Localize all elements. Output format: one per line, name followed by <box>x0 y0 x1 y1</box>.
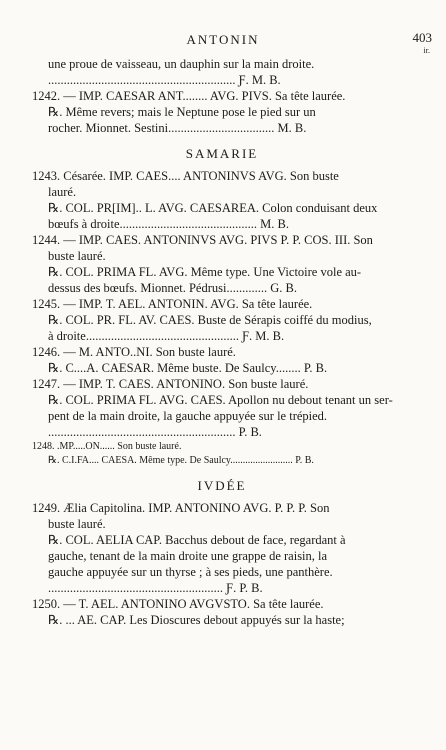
text-line: ℞. COL. PR[IM].. L. AVG. CAESAREA. Colon conduisant deux <box>48 201 378 215</box>
entry-line: 1247. — IMP. T. CAES. ANTONINO. Son buste lauré. <box>32 377 309 391</box>
text-line: ℞. COL. PRIMA FL. AVG. CAES. Apollon nu debout tenant un ser- <box>48 393 393 407</box>
text-line: ℞. COL. PRIMA FL. AVG. Même type. Une Victoire vole au- <box>48 265 362 279</box>
page-sub-mark: ir. <box>423 46 430 55</box>
entry-line: 1250. — T. AEL. ANTONINO AVGVSTO. Sa tête laurée. <box>32 597 324 611</box>
text-line: rocher. Mionnet. Sestini.................................. M. B. <box>48 121 307 135</box>
text-line: bœufs à droite............................................ M. B. <box>48 217 289 231</box>
text-line: dessus des bœufs. Mionnet. Pédrusi............. G. B. <box>48 281 297 295</box>
text-line: ............................................................ P. B. <box>48 425 262 439</box>
text-line: buste lauré. <box>48 249 106 263</box>
entry-line: 1248. .MP.....ON...... Son buste lauré. <box>32 441 182 452</box>
page-number: 403 <box>412 30 432 45</box>
entry-line: 1249. Ælia Capitolina. IMP. ANTONINO AVG. P. P. P. Son <box>32 501 330 515</box>
entry-line: 1243. Césarée. IMP. CAES.... ANTONINVS AVG. Son buste <box>32 169 339 183</box>
text-line: ℞. C.I.FA.... CAESA. Même type. De Saulcy......................... P. B. <box>48 455 314 466</box>
entry-line: 1244. — IMP. CAES. ANTONINVS AVG. PIVS P. P. COS. III. Son <box>32 233 373 247</box>
text-line: ℞. Même revers; mais le Neptune pose le pied sur un <box>48 105 316 119</box>
text-line: ........................................................ Ƒ. P. B. <box>48 581 263 595</box>
page-header <box>0 30 446 55</box>
running-title: ANTONIN <box>186 32 260 47</box>
text-line: ℞. COL. AELIA CAP. Bacchus debout de face, regardant à <box>48 533 346 547</box>
section-title-samarie: SAMARIE <box>185 146 259 161</box>
text-line: ℞. ... AE. CAP. Les Dioscures debout appuyés sur la haste; <box>48 613 345 627</box>
entry-line: 1245. — IMP. T. AEL. ANTONIN. AVG. Sa tête laurée. <box>32 297 313 311</box>
text-line: pent de la main droite, la gauche appuyée sur le trépied. <box>48 409 328 423</box>
text-line: gauche appuyée sur un thyrse ; à ses pieds, une panthère. <box>48 565 333 579</box>
entry-line: 1242. — IMP. CAESAR ANT........ AVG. PIVS. Sa tête laurée. <box>32 89 346 103</box>
text-line: ............................................................ Ƒ. M. B. <box>48 73 281 87</box>
text-line: ℞. COL. PR. FL. AV. CAES. Buste de Sérapis coiffé du modius, <box>48 313 372 327</box>
text-line: ℞. C....A. CAESAR. Même buste. De Saulcy........ P. B. <box>48 361 328 375</box>
section-title-ivdee: IVDÉE <box>197 478 247 493</box>
text-line: lauré. <box>48 185 77 199</box>
text-line: gauche, tenant de la main droite une grappe de raisin, la <box>48 549 328 563</box>
page-content <box>32 56 412 628</box>
entry-line: 1246. — M. ANTO..NI. Son buste lauré. <box>32 345 236 359</box>
text-line: buste lauré. <box>48 517 106 531</box>
text-line: à droite................................................. Ƒ. M. B. <box>48 329 285 343</box>
text-line: une proue de vaisseau, un dauphin sur la main droite. <box>48 57 315 71</box>
